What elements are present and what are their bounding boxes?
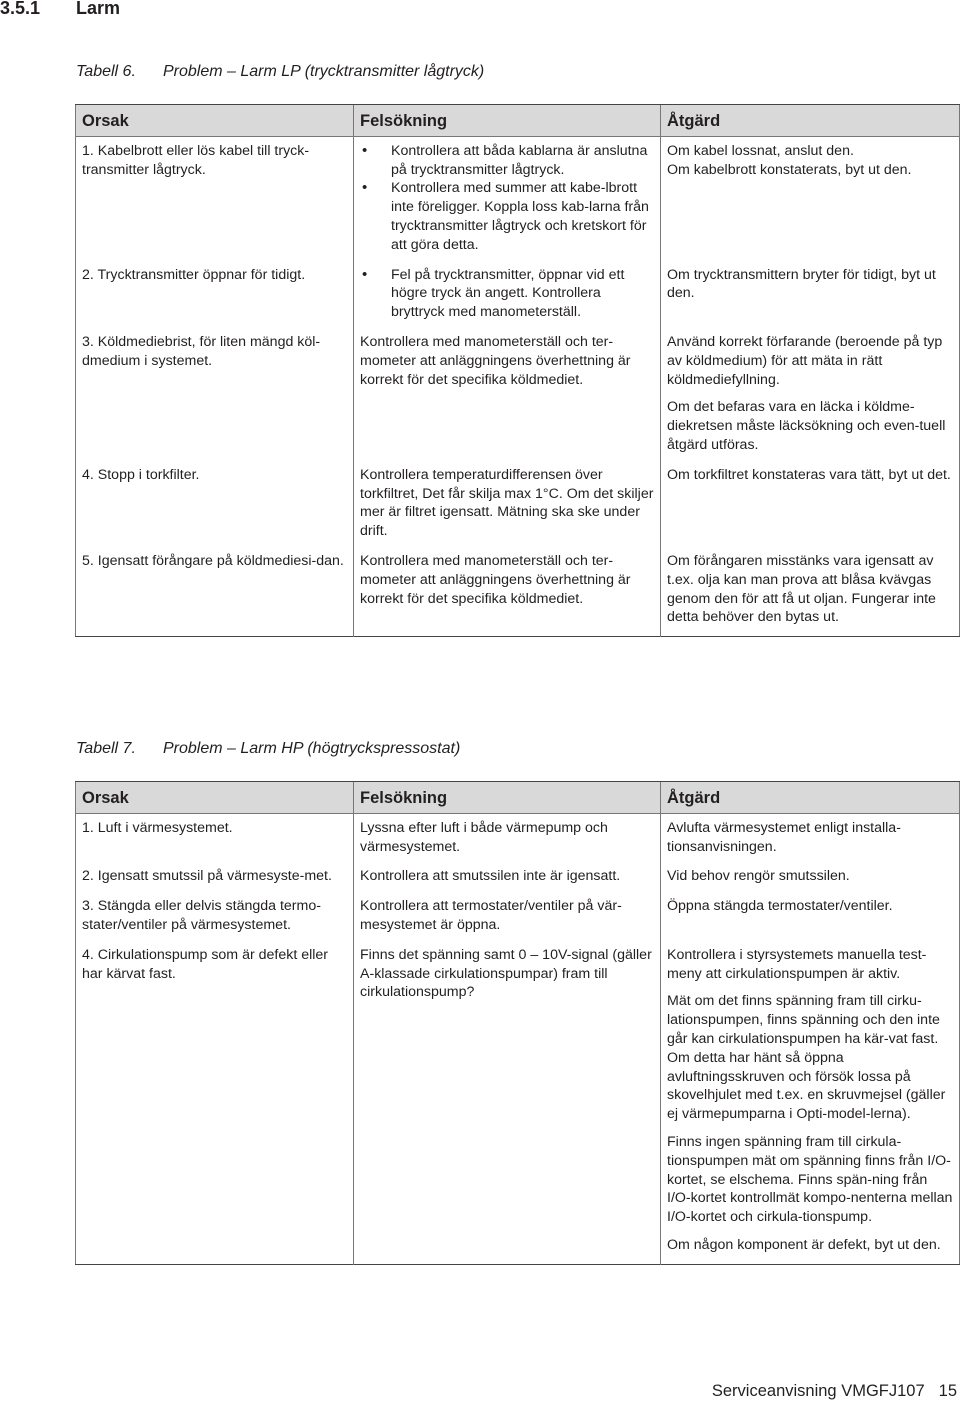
table-row (76, 865, 960, 895)
cause-cell: 2. Igensatt smutssil på värmesyste-met. (82, 868, 332, 885)
check-cell: Kontrollera temperaturdifferensen över torkfiltret, Det får skilja max 1°C. Om det skiljer mer är filtret igensatt. Mätning ska ske under drift. (354, 464, 661, 550)
action-text: Om någon komponent är defekt, byt ut den. (667, 1236, 941, 1253)
action-cell: Öppna stängda termostater/ventiler. (661, 895, 960, 944)
table7-title: Problem – Larm HP (högtryckspressostat) (163, 740, 461, 757)
action-cell: Vid behov rengör smutssilen. (661, 865, 960, 895)
check-cell (354, 136, 661, 263)
cause-cell: 1. Kabelbrott eller lös kabel till tryck-transmitter lågtryck. (82, 142, 310, 178)
header-felsokning: Felsökning (354, 782, 661, 814)
table6-caption (76, 63, 484, 81)
header-atgard: Åtgärd (661, 105, 960, 137)
list-item: • Fel på trycktransmitter, öppnar vid ett högre tryck än angett. Kontrollera bryttryck med manometerställ. (360, 266, 654, 322)
table-row (76, 944, 960, 1264)
action-text: Använd korrekt förfarande (beroende på typ av köldmedium) för att mäta in rätt köldmediefyllning. (667, 333, 943, 388)
action-text: Om kabel lossnat, anslut den. (667, 142, 854, 159)
table6-header-row (76, 105, 960, 137)
list-item: • Kontrollera att båda kablarna är anslutna på trycktransmitter lågtryck. (360, 142, 654, 180)
action-text: Kontrollera i styrsystemets manuella test-meny att cirkulationspumpen är aktiv. (667, 946, 927, 982)
page-footer (712, 1382, 957, 1401)
table-row (76, 464, 960, 550)
action-text: Mät om det finns spänning fram till cirku-lationspumpen, finns spänning och den inte går kan cirkulationspumpen ha kär-vat fast. Om detta har hänt så öppna avluftningsskruven och försök lossa på skovelhjulet med t.ex. en skruvmejsel (gäller ej värmepumparna i Opti-model-lerna). (667, 993, 946, 1123)
section-title: Larm (76, 0, 121, 18)
table-row (76, 264, 960, 331)
action-cell (661, 331, 960, 464)
table7-caption (76, 740, 460, 758)
check-cell: Kontrollera att smutssilen inte är igensatt. (354, 865, 661, 895)
cause-cell: 2. Trycktransmitter öppnar för tidigt. (82, 266, 306, 283)
table7-label: Tabell 7. (76, 740, 136, 757)
header-orsak: Orsak (76, 105, 354, 137)
table6-title: Problem – Larm LP (trycktransmitter lågtryck) (163, 63, 485, 80)
cause-cell: 4. Stopp i torkfilter. (82, 466, 200, 483)
action-cell (661, 136, 960, 263)
table-row (76, 550, 960, 637)
page-number: 15 (938, 1382, 957, 1400)
cause-cell: 5. Igensatt förångare på köldmediesi-dan. (82, 552, 344, 569)
action-cell: Avlufta värmesystemet enligt installa-tionsanvisningen. (661, 813, 960, 865)
header-orsak: Orsak (76, 782, 354, 814)
check-cell (354, 264, 661, 331)
table6 (75, 104, 960, 637)
action-cell (661, 264, 960, 331)
action-text: Finns ingen spänning fram till cirkula-tionspumpen mät om spänning finns från I/O-kortet, se elschema. Finns spän-ning från I/O-kortet kontrollmät kompo-nenterna mellan I/O-kortet och cirkula-tionspump. (667, 1133, 953, 1226)
check-cell: Lyssna efter luft i både värmepump och värmesystemet. (354, 813, 661, 865)
table7-header-row (76, 782, 960, 814)
section-heading (0, 0, 120, 19)
list-item: • Kontrollera med summer att kabe-lbrott inte föreligger. Koppla loss kab-larna från trycktransmitter lågtryck och kretskort för att göra detta. (360, 179, 654, 254)
action-cell (661, 944, 960, 1264)
header-atgard: Åtgärd (661, 782, 960, 814)
action-cell: Om förångaren misstänks vara igensatt av t.ex. olja kan man prova att blåsa kvävgas genom den för att få ut oljan. Fungerar inte detta behöver den bytas ut. (661, 550, 960, 637)
table6-label: Tabell 6. (76, 63, 136, 80)
table-row (76, 895, 960, 944)
cause-cell: 1. Luft i värmesystemet. (82, 819, 233, 836)
table-row (76, 331, 960, 464)
action-cell: Om torkfiltret konstateras vara tätt, byt ut det. (661, 464, 960, 550)
footer-text: Serviceanvisning VMGFJ107 (711, 1382, 925, 1400)
check-cell: Kontrollera med manometerställ och ter-mometer att anläggningens överhettning är korrekt för det specifika köldmediet. (354, 550, 661, 637)
header-felsokning: Felsökning (354, 105, 661, 137)
table-row (76, 813, 960, 865)
check-cell: Kontrollera med manometerställ och ter-mometer att anläggningens överhettning är korrekt för det specifika köldmediet. (354, 331, 661, 464)
action-text: Om det befaras vara en läcka i köldme-diekretsen måste läcksökning och even-tuell åtgärd utföras. (667, 399, 946, 453)
section-number: 3.5.1 (0, 0, 41, 18)
action-text: Om trycktransmittern bryter för tidigt, byt ut den. (667, 266, 936, 302)
cause-cell: 3. Köldmediebrist, för liten mängd köl-dmedium i systemet. (82, 333, 321, 369)
table-row (76, 136, 960, 263)
check-cell: Finns det spänning samt 0 – 10V-signal (gäller A-klassade cirkulationspumpar) fram till cirkulationspump? (354, 944, 661, 1264)
cause-cell: 4. Cirkulationspump som är defekt eller har kärvat fast. (82, 946, 329, 982)
check-cell: Kontrollera att termostater/ventiler på vär-mesystemet är öppna. (354, 895, 661, 944)
table7 (75, 781, 960, 1265)
action-text: Om kabelbrott konstaterats, byt ut den. (667, 161, 912, 178)
cause-cell: 3. Stängda eller delvis stängda termo-stater/ventiler på värmesystemet. (82, 898, 321, 933)
